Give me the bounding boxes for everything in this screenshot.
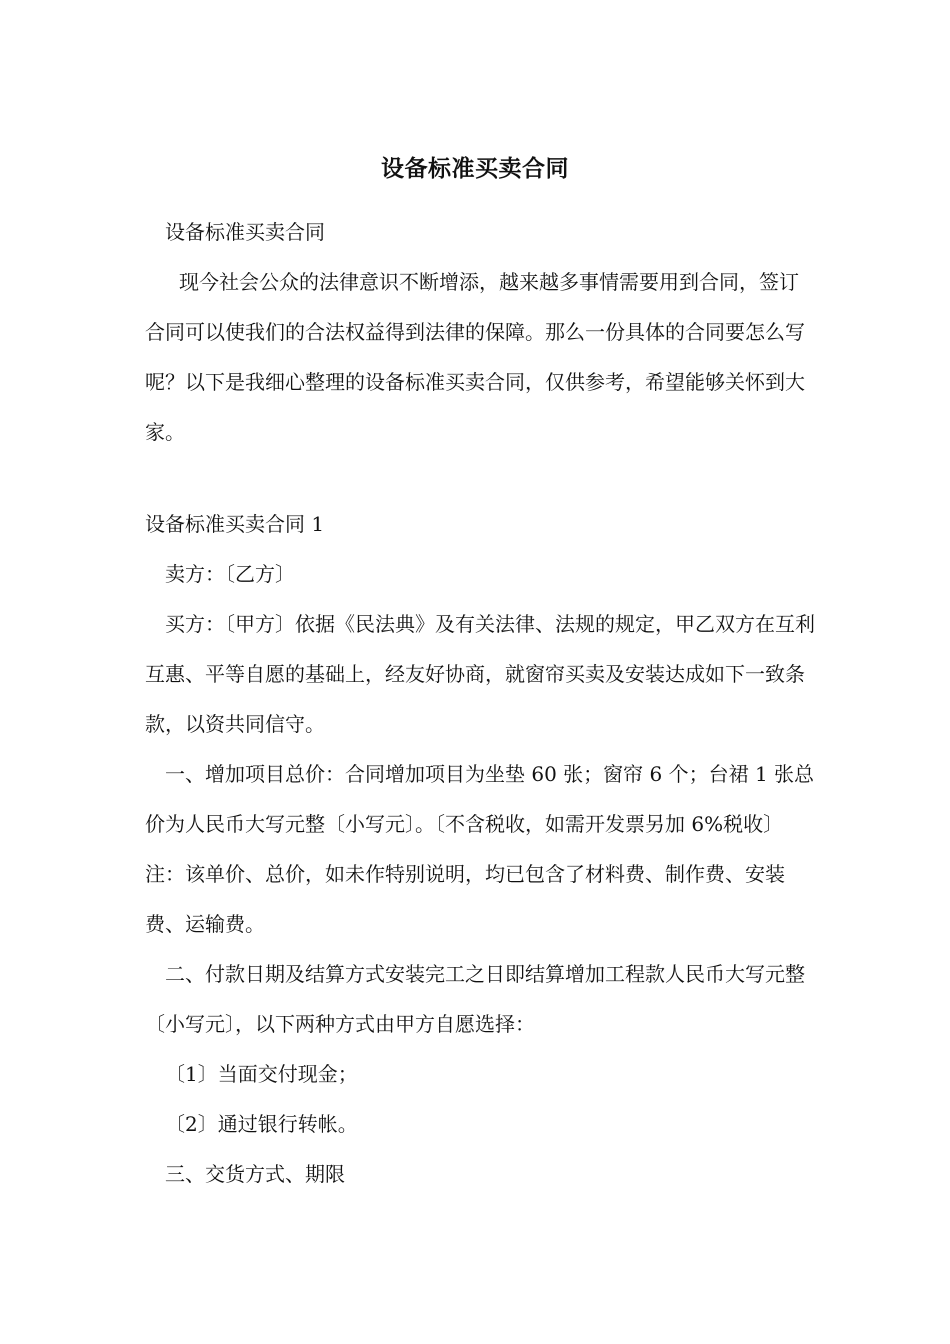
seller-paragraph: 卖方：〔乙方〕 xyxy=(165,562,295,586)
buyer-paragraph: 买方：〔甲方〕依据《民法典》及有关法律、法规的规定，甲乙双方在互利互惠、平等自愿的基础上，经友好协商，就窗帘买卖及安装达成如下一致条款，以资共同信守。 xyxy=(145,612,815,736)
clause-one-paragraph: 一、增加项目总价：合同增加项目为坐垫 60 张；窗帘 6 个；台裙 1 张总价为人民币大写元整〔小写元〕。〔不含税收，如需开发票另加 6%税收〕注：该单价、总价，如未作特别说明，均已包含了材料费、制作费、安装费、运输费。 xyxy=(145,762,815,936)
intro-paragraph: 现今社会公众的法律意识不断增添，越来越多事情需要用到合同，签订合同可以使我们的合法权益得到法律的保障。那么一份具体的合同要怎么写呢？以下是我细心整理的设备标准买卖合同，仅供参考，希望能够关怀到大家。 xyxy=(145,270,805,444)
clause-three-heading: 三、交货方式、期限 xyxy=(165,1162,345,1186)
payment-option-one: 〔1〕当面交付现金； xyxy=(165,1062,358,1086)
clause-two-paragraph: 二、付款日期及结算方式安装完工之日即结算增加工程款人民币大写元整〔小写元〕，以下两种方式由甲方自愿选择： xyxy=(145,962,805,1036)
payment-option-two: 〔2〕通过银行转帐。 xyxy=(165,1112,358,1136)
paragraph-spacer xyxy=(145,457,815,499)
document-title: 设备标准买卖合同 xyxy=(381,156,569,182)
contract-heading: 设备标准买卖合同 1 xyxy=(145,512,325,536)
document-body xyxy=(145,207,815,1199)
subtitle-paragraph: 设备标准买卖合同 xyxy=(165,220,325,244)
